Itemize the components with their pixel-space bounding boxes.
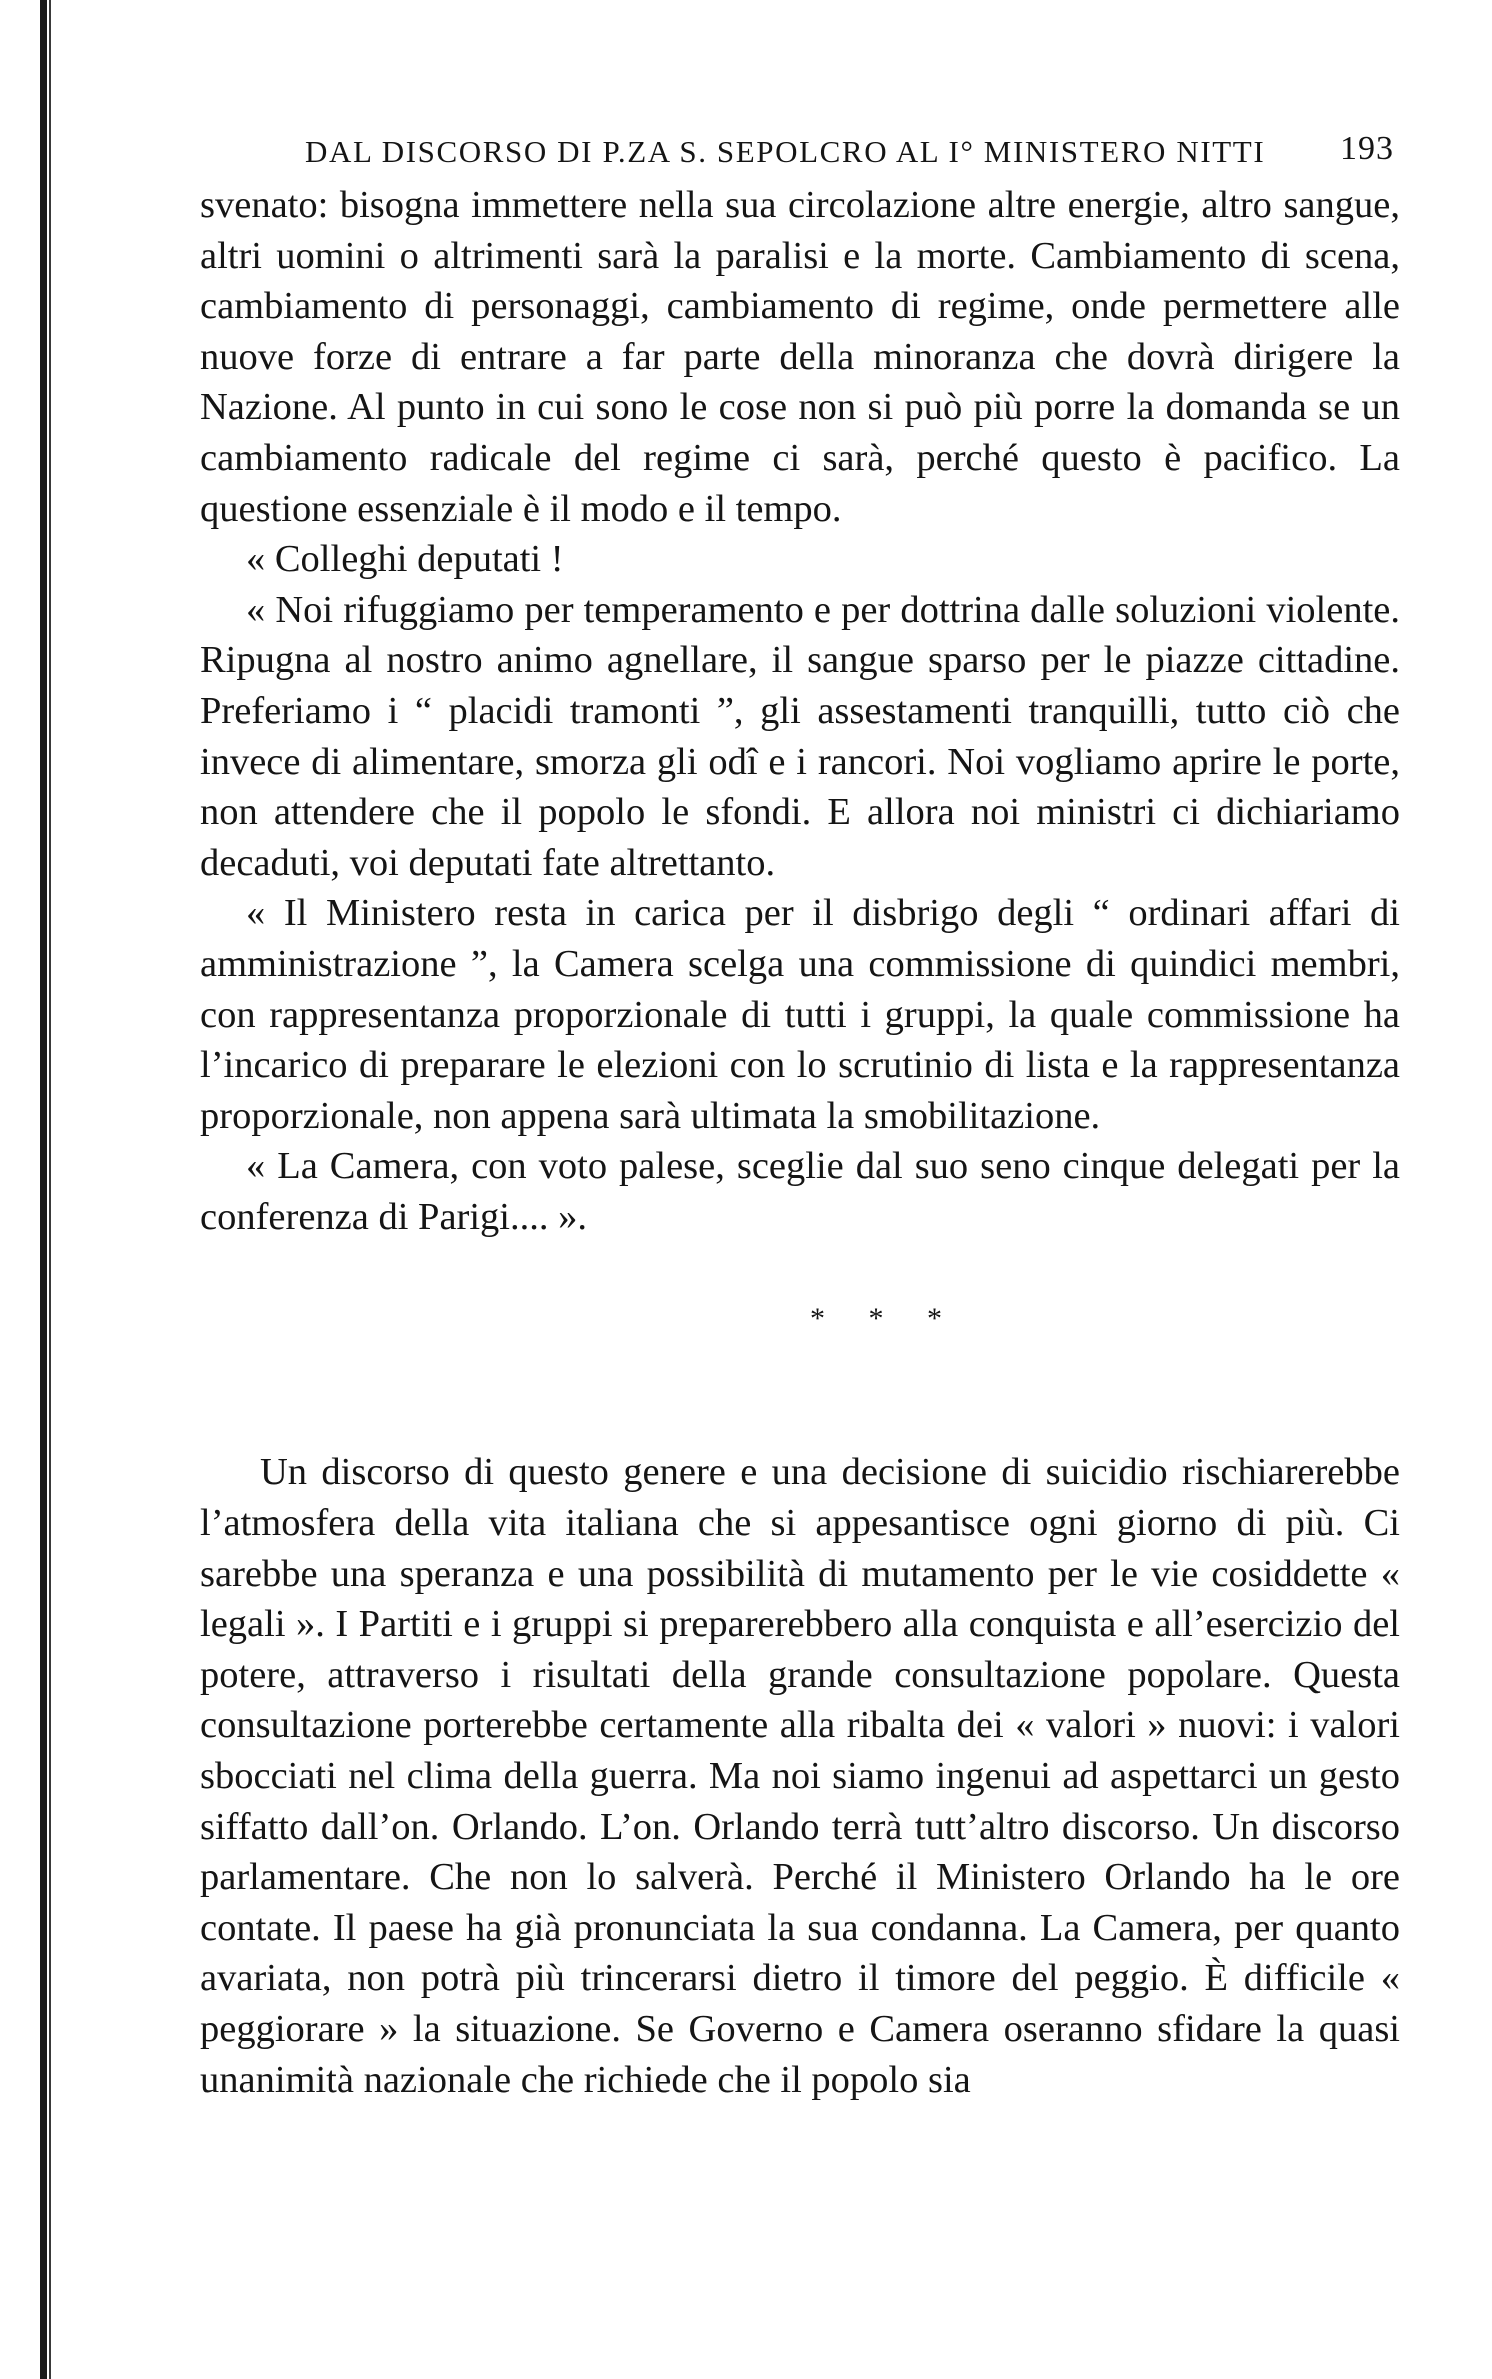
running-title: DAL DISCORSO DI P.ZA S. SEPOLCRO AL I° MINISTERO NITTI	[305, 134, 1266, 169]
body-text	[200, 180, 1400, 1242]
paragraph: « Colleghi deputati !	[246, 538, 564, 581]
paragraph: « La Camera, con voto palese, sceglie dal suo seno cinque delegati per la conferenza di Parigi.... ».	[200, 1145, 1400, 1238]
paragraph: « Il Ministero resta in carica per il disbrigo degli “ ordinari affari di amministrazione ”, la Camera scelga una commissione di quindici membri, con rappresentanza proporzionale di tutti i gruppi, la quale commissione ha l’incarico di preparare le elezioni con lo scrutinio di lista e la rappresentanza proporzionale, non appena sarà ultimata la smobilitazione.	[200, 892, 1400, 1137]
page-binding-line	[49, 0, 51, 2379]
paragraph: Un discorso di questo genere e una decisione di suicidio rischiarerebbe l’atmosfera della vita italiana che si appesantisce ogni giorno di più. Ci sarebbe una speranza e una possibilità di mutamento per le vie cosiddette « legali ». I Partiti e i gruppi si preparerebbero alla conquista e all’esercizio del potere, attraverso i risultati della grande consultazione popolare. Questa consultazione porterebbe certamente alla ribalta dei « valori » nuovi: i valori sbocciati nel clima della guerra. Ma noi siamo ingenui ad aspettarci un gesto siffatto dall’on. Orlando. L’on. Orlando terrà tutt’altro discorso. Un discorso parlamentare. Che non lo salverà. Perché il Ministero Orlando ha le ore contate. Il paese ha già pronunciata la sua condanna. La Camera, per quanto avariata, non potrà più trincerarsi dietro il timore del peggio. È difficile « peggiorare » la situazione. Se Governo e Camera oseranno sfidare la quasi unanimità nazionale che richiede che il popolo sia	[200, 1451, 1400, 2101]
page-number: 193	[1340, 130, 1394, 167]
body-text-section-2	[200, 1447, 1400, 2105]
running-header	[200, 120, 1400, 180]
paragraph: « Noi rifuggiamo per temperamento e per dottrina dalle soluzioni violente. Ripugna al nostro animo agnellare, il sangue sparso per le piazze cittadine. Preferiamo i “ placidi tramonti ”, gli assestamenti tranquilli, tutto ciò che invece di alimentare, smorza gli odî e i rancori. Noi vogliamo aprire le porte, non attendere che il popolo le sfondi. E allora noi ministri ci dichiariamo decaduti, voi deputati fate altrettanto.	[200, 588, 1400, 884]
section-separator: * * *	[810, 1302, 960, 1336]
paragraph: svenato: bisogna immettere nella sua circolazione altre energie, altro sangue, altri uomini o altrimenti sarà la paralisi e la morte. Cambiamento di scena, cambiamento di personaggi, cambiamento di regime, onde permettere alle nuove forze di entrare a far parte della minoranza che dovrà dirigere la Nazione. Al punto in cui sono le cose non si può più porre la domanda se un cambiamento radicale del regime ci sarà, perché questo è pacifico. La questione essenziale è il modo e il tempo.	[200, 184, 1400, 530]
book-page	[200, 120, 1400, 2105]
page-binding-edge	[40, 0, 47, 2379]
